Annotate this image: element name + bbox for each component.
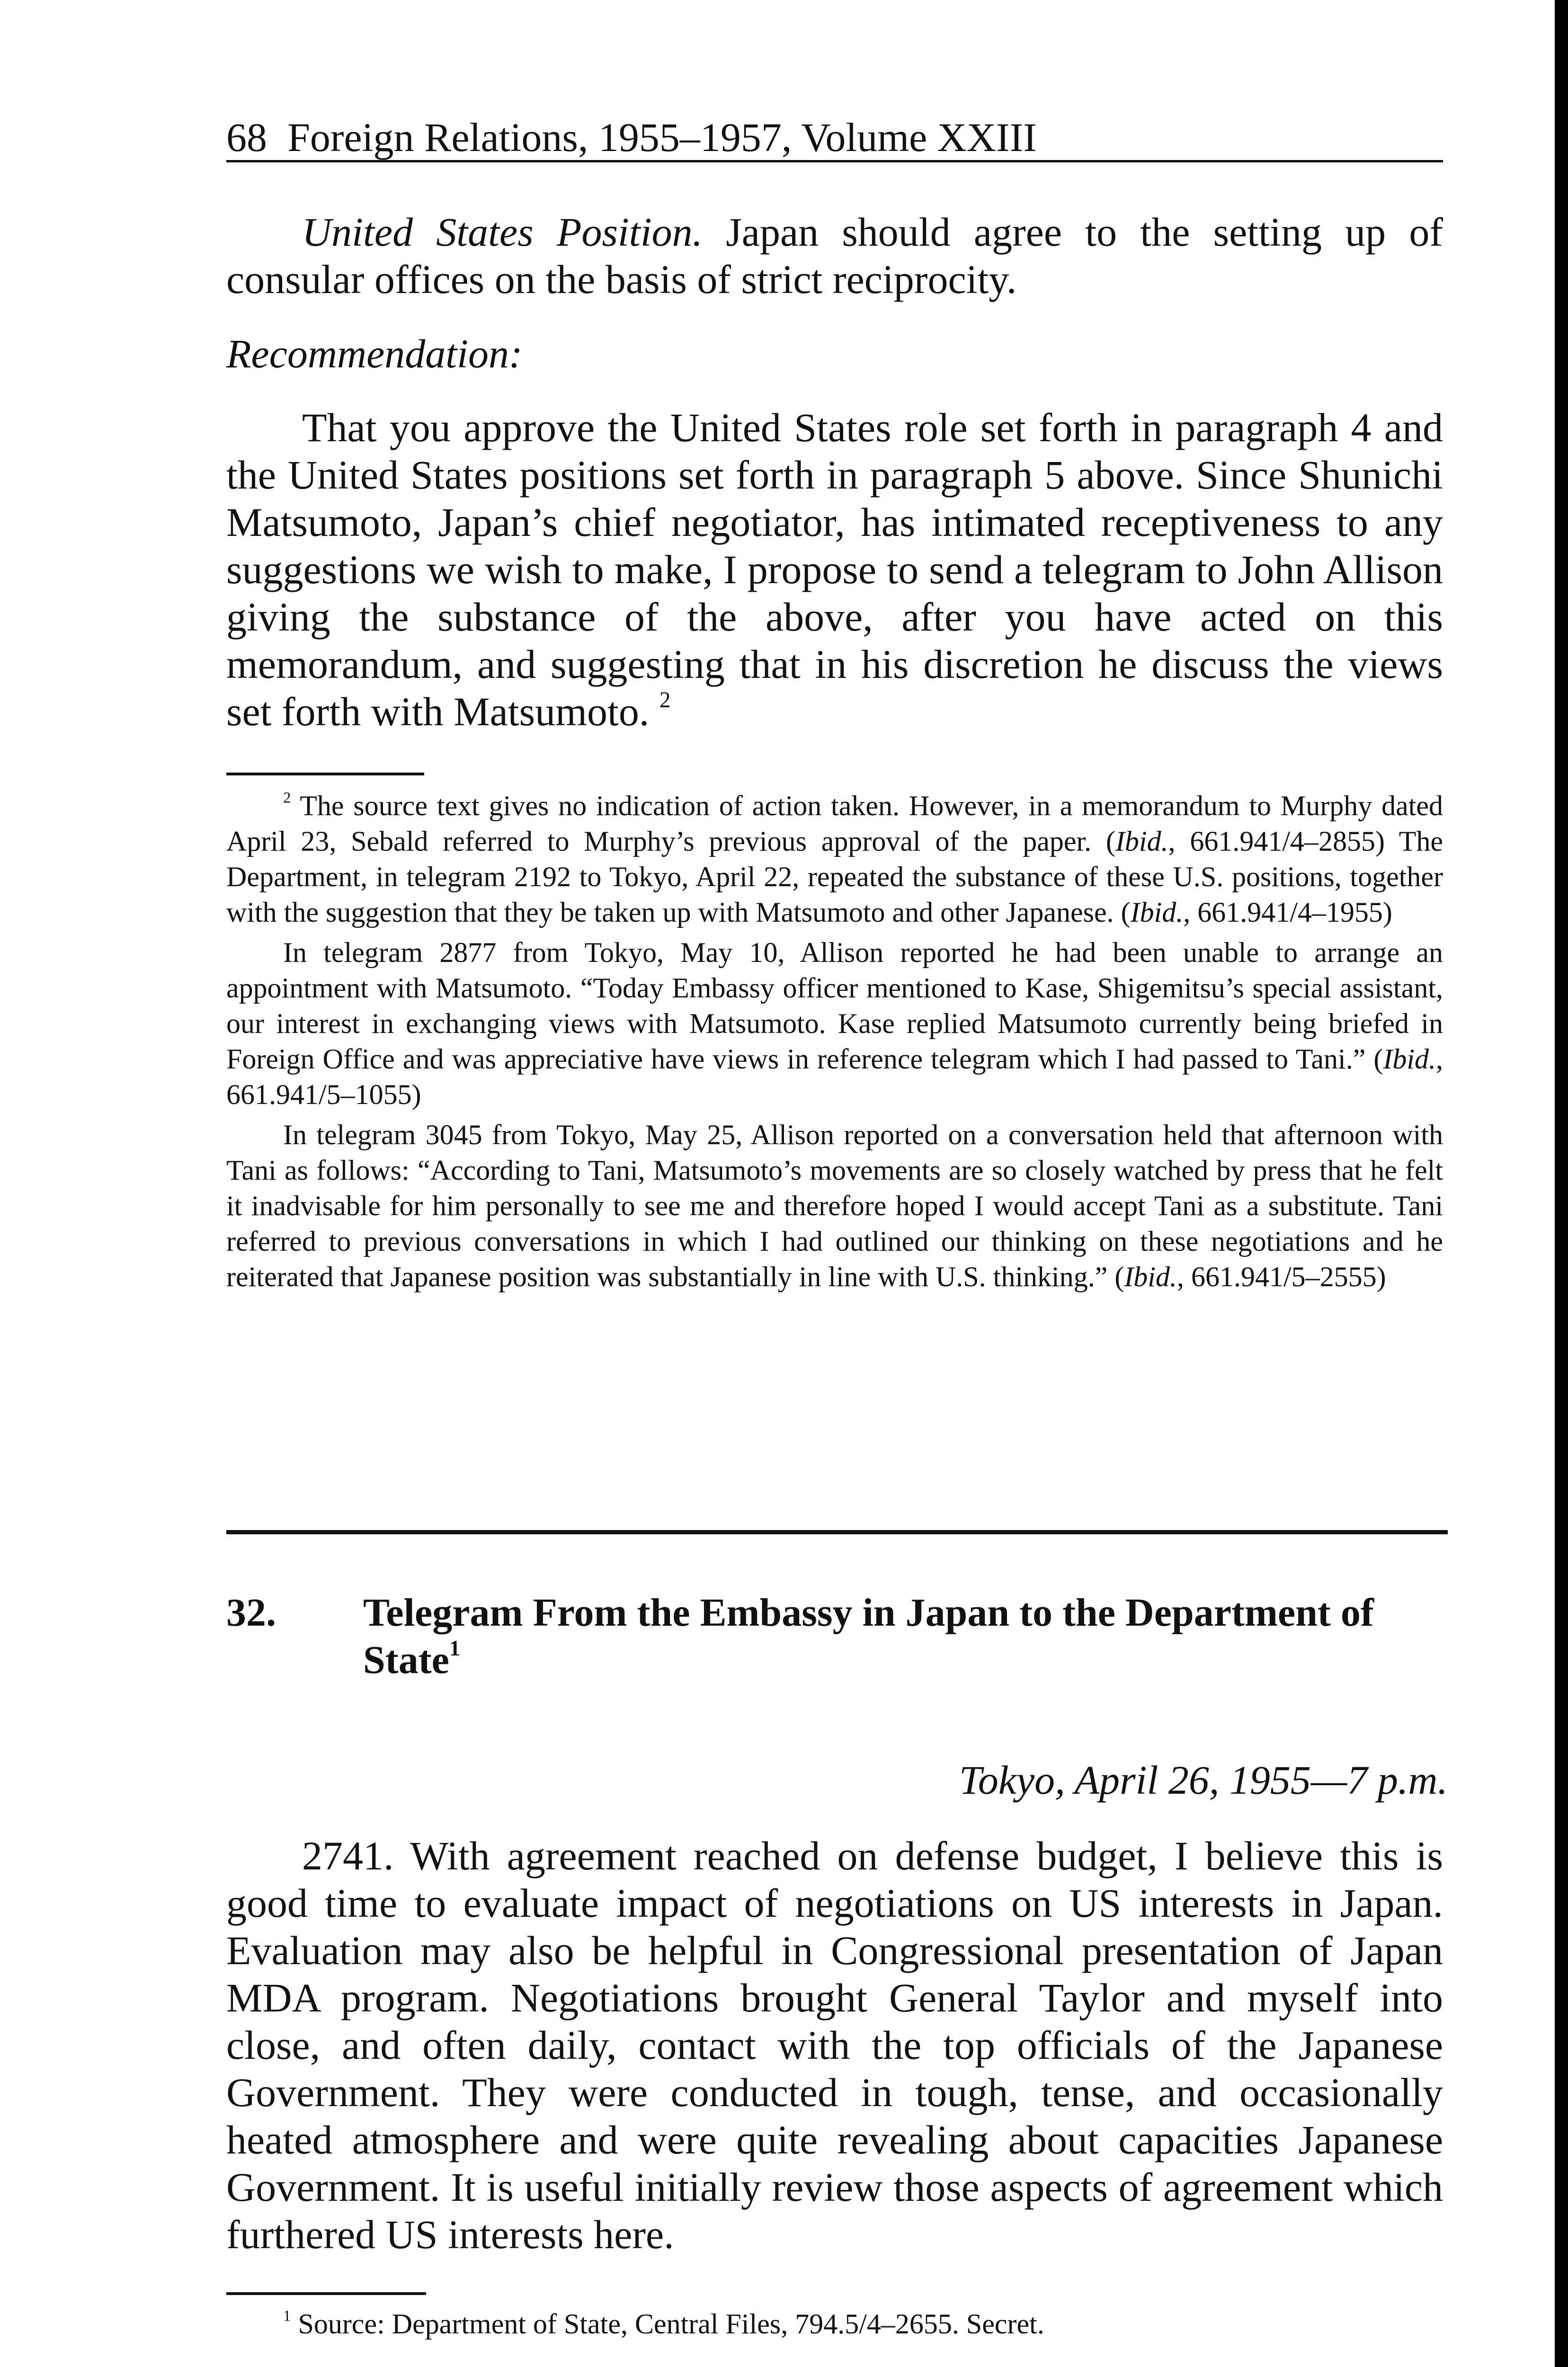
footnote-1-text: Source: Department of State, Central Files, 794.5/4–2655. Secret. [298,2308,1044,2340]
page-edge-shadow [1555,0,1568,2367]
running-header [226,114,1443,161]
running-title: Foreign Relations, 1955–1957, Volume XXIII [287,115,1037,160]
telegram-body [226,1832,1443,2258]
recommendation-heading: Recommendation: [226,331,523,376]
footnote-ref-2: 2 [659,688,671,713]
us-position-paragraph [226,208,1443,303]
footnote-ref-1: 1 [449,1636,461,1661]
document-title [363,1589,1447,1684]
page-number: 68 [226,115,267,160]
document-title-text: Telegram From the Embassy in Japan to the Department of State [363,1591,1374,1682]
dateline: Tokyo, April 26, 1955—7 p.m. [959,1757,1448,1803]
header-rule [226,160,1443,162]
document-number: 32. [226,1591,276,1635]
footnote-2-para-2: In telegram 2877 from Tokyo, May 10, Allison reported he had been unable to arrange an appointment with Matsumoto. “Today Embassy officer mentioned to Kase, Shigemitsu’s special assistant, our interest in exchanging views with Matsumoto. Kase replied Matsumoto currently being briefed in Foreign Office and was appreciative have views in reference telegram which I had passed to Tani.” (Ibid., 661.941/5–1055) [226,937,1443,1110]
us-position-text: Japan should agree to the setting up of consular offices on the basis of strict reciprocity. [226,209,1443,302]
telegram-body-text: 2741. With agreement reached on defense budget, I believe this is good time to evaluate impact of negotiations on US interests in Japan. Evaluation may also be helpful in Congressional presentation of Japan MDA program. Negotiations brought General Taylor and myself into close, and often daily, contact with the top officials of the Japanese Government. They were conducted in tough, tense, and occasionally heated atmosphere and were quite revealing about capacities Japanese Government. It is useful initially review those aspects of agreement which furthered US interests here. [226,1833,1443,2257]
footnote-1-para [226,2306,1443,2342]
footnote-2-marker: 2 [283,789,291,807]
footnote-2-para-3: In telegram 3045 from Tokyo, May 25, Allison reported on a conversation held that afternoon with Tani as follows: “According to Tani, Matsumoto’s movements are so closely watched by press that he felt it inadvisable for him personally to see me and therefore hoped I would accept Tani as a substitute. Tani referred to previous conversations in which I had outlined our thinking on these negotiations and he reiterated that Japanese position was substantially in line with U.S. thinking.” (Ibid., 661.941/5–2555) [226,1119,1443,1292]
footnote-2-para-1: $^2$ The source text gives no indication of action taken. However, in a memorandum to Murphy dated April 23, Sebald referred to Murphy’s previous approval of the paper. (Ibid., 661.941/4–2855) The Department, in telegram 2192 to Tokyo, April 22, repeated the substance of these U.S. positions, together with the suggestion that they be taken up with Matsumoto and other Japanese. (Ibid., 661.941/4–1955) [226,789,1443,928]
footnote-1 [226,2306,1443,2347]
footnote-1-marker: 1 [283,2307,291,2325]
footnote-2 [226,788,1443,1299]
us-position-label: United States Position. [302,209,703,255]
section-divider [226,1530,1448,1534]
recommendation-paragraph [226,404,1443,735]
footnote-rule-top [226,773,424,775]
footnote-rule-bottom [226,2292,426,2295]
recommendation-text: That you approve the United States role set forth in paragraph 4 and the United States positions set forth in paragraph 5 above. Since Shunichi Matsumoto, Japan’s chief negotiator, has intimated receptiveness to any suggestions we wish to make, I propose to send a telegram to John Allison giving the substance of the above, after you have acted on this memorandum, and suggesting that in his discretion he discuss the views set forth with Matsumoto. [226,405,1443,734]
